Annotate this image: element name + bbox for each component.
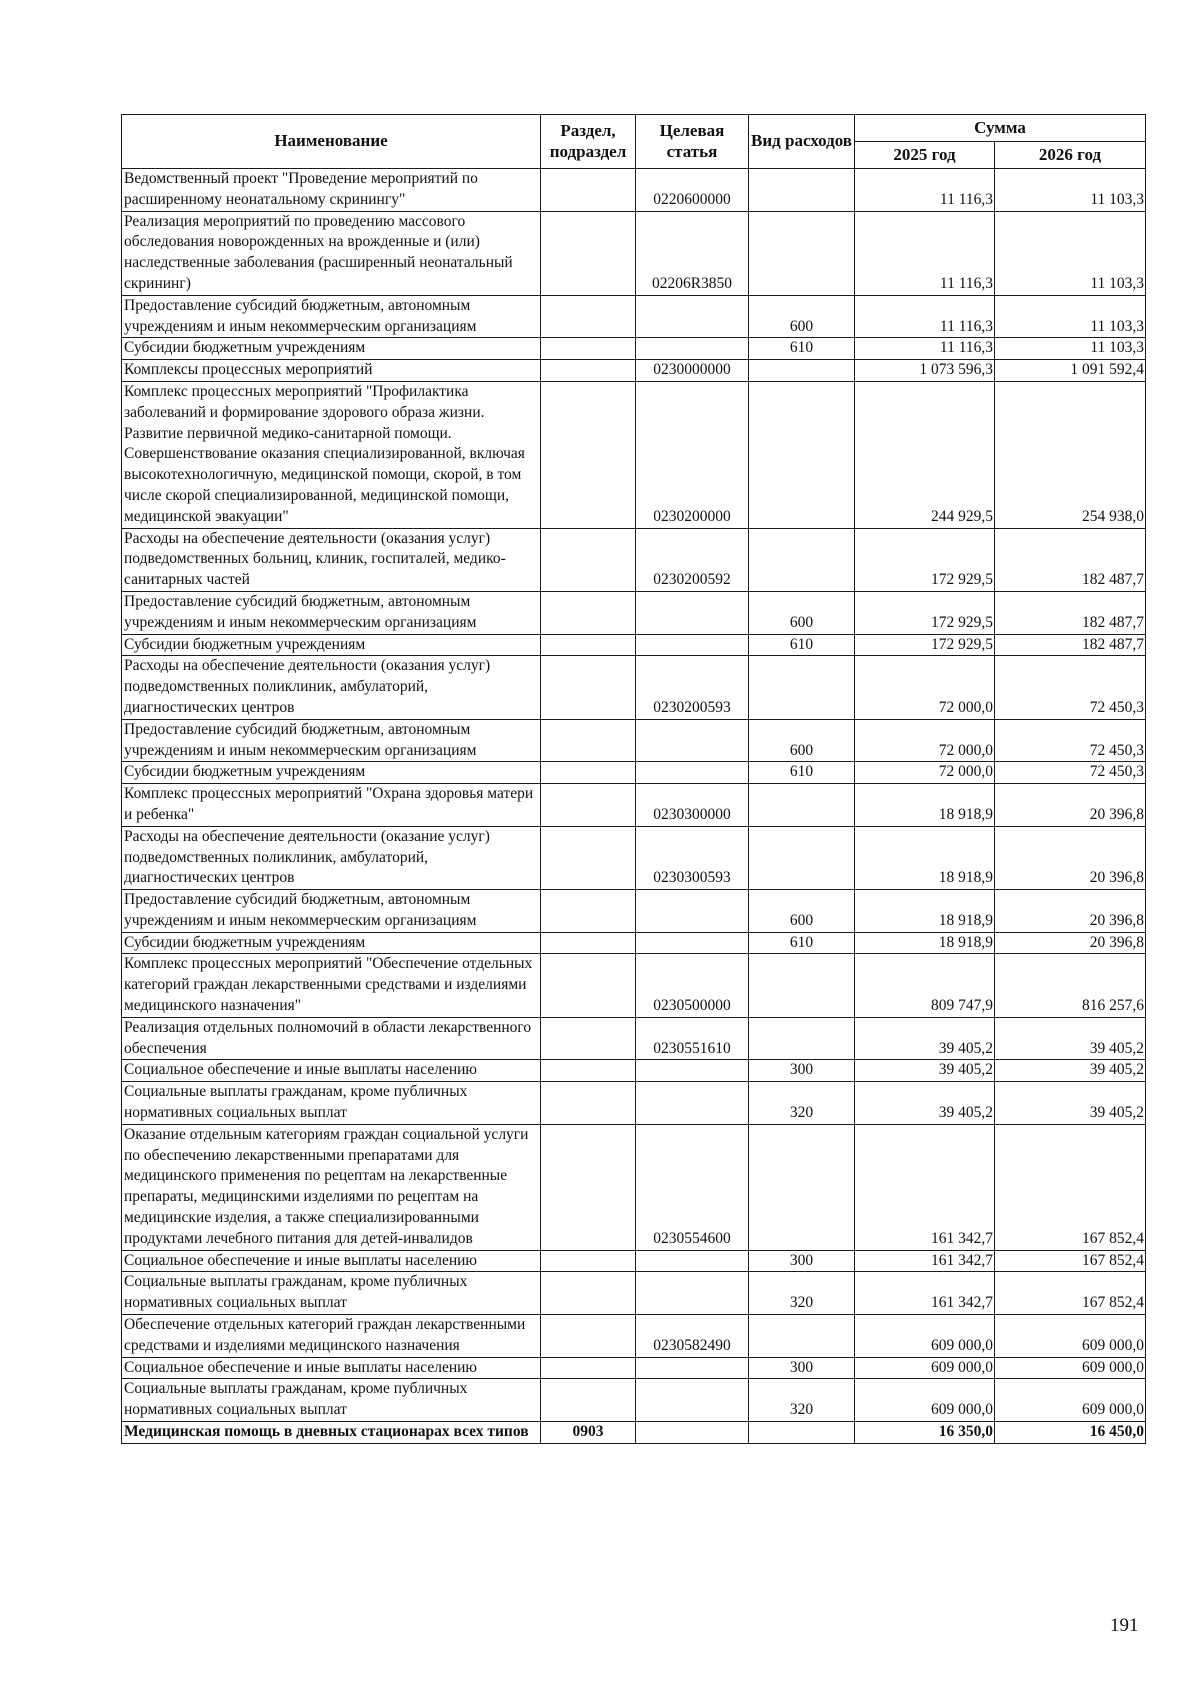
row-target [636, 932, 749, 954]
row-section [541, 338, 636, 360]
header-vid: Вид расходов [749, 115, 855, 169]
row-2025: 18 918,9 [855, 890, 995, 933]
row-name: Обеспечение отдельных категорий граждан лекарственными средствами и изделиями медицинского назначения [122, 1315, 541, 1358]
table-row [122, 1017, 1146, 1060]
row-2025: 609 000,0 [855, 1379, 995, 1422]
row-name: Субсидии бюджетным учреждениям [122, 932, 541, 954]
row-section [541, 1357, 636, 1379]
row-2025: 1 073 596,3 [855, 360, 995, 382]
row-section [541, 954, 636, 1017]
row-target [636, 1060, 749, 1082]
row-vid [749, 826, 855, 889]
row-target [636, 719, 749, 762]
row-2025: 11 116,3 [855, 295, 995, 338]
row-2026: 167 852,4 [995, 1250, 1146, 1272]
row-target: 0230200592 [636, 528, 749, 591]
row-vid [749, 1315, 855, 1358]
row-section [541, 1250, 636, 1272]
row-target [636, 634, 749, 656]
row-target [636, 1379, 749, 1422]
row-target: 02206R3850 [636, 211, 749, 295]
row-2025: 161 342,7 [855, 1272, 995, 1315]
row-name: Комплекс процессных мероприятий "Охрана здоровья матери и ребенка" [122, 784, 541, 827]
row-target [636, 762, 749, 784]
row-name: Оказание отдельным категориям граждан социальной услуги по обеспечению лекарственными препаратами для медицинского применения по рецептам на лекарственные препараты, медицинскими изделиями по рецептам на медицинские изделия, а также специализированными продуктами лечебного питания для детей-инвалидов [122, 1124, 541, 1250]
table-row [122, 932, 1146, 954]
table-row [122, 1379, 1146, 1422]
table-row [122, 656, 1146, 719]
row-section [541, 169, 636, 212]
row-name: Предоставление субсидий бюджетным, автономным учреждениям и иным некоммерческим организациям [122, 719, 541, 762]
row-section [541, 634, 636, 656]
row-section [541, 890, 636, 933]
row-target [636, 1422, 749, 1444]
header-sum: Сумма [855, 115, 1146, 142]
page-number: 191 [1110, 1615, 1139, 1636]
row-2025: 11 116,3 [855, 169, 995, 212]
row-2025: 161 342,7 [855, 1250, 995, 1272]
row-name: Комплекс процессных мероприятий "Профилактика заболеваний и формирование здорового образа жизни. Развитие первичной медико-санитарной помощи. Совершенствование оказания специализированной, включая высокотехнологичную, медицинской помощи, скорой, в том числе скорой специализированной, медицинской помощи, медицинской эвакуации" [122, 381, 541, 528]
row-section [541, 719, 636, 762]
row-name: Комплексы процессных мероприятий [122, 360, 541, 382]
row-vid [749, 1422, 855, 1444]
table-row [122, 169, 1146, 212]
row-2026: 167 852,4 [995, 1124, 1146, 1250]
row-name: Предоставление субсидий бюджетным, автономным учреждениям и иным некоммерческим организациям [122, 295, 541, 338]
row-vid: 320 [749, 1272, 855, 1315]
table-row [122, 295, 1146, 338]
row-2026: 254 938,0 [995, 381, 1146, 528]
row-section [541, 1379, 636, 1422]
row-2025: 161 342,7 [855, 1124, 995, 1250]
row-target: 0230300593 [636, 826, 749, 889]
row-target [636, 1357, 749, 1379]
header-2025: 2025 год [855, 142, 995, 169]
table-row [122, 826, 1146, 889]
row-vid: 300 [749, 1357, 855, 1379]
row-target [636, 1272, 749, 1315]
row-name: Ведомственный проект "Проведение мероприятий по расширенному неонатальному скринингу" [122, 169, 541, 212]
row-2025: 11 116,3 [855, 211, 995, 295]
row-vid: 600 [749, 890, 855, 933]
table-row [122, 1272, 1146, 1315]
row-target: 0230200000 [636, 381, 749, 528]
table-header-row [122, 115, 1146, 142]
row-2026: 20 396,8 [995, 932, 1146, 954]
table-row [122, 1124, 1146, 1250]
row-2026: 816 257,6 [995, 954, 1146, 1017]
row-2026: 20 396,8 [995, 826, 1146, 889]
row-2025: 11 116,3 [855, 338, 995, 360]
header-2026: 2026 год [995, 142, 1146, 169]
row-2026: 39 405,2 [995, 1082, 1146, 1125]
row-vid [749, 1124, 855, 1250]
row-vid: 610 [749, 762, 855, 784]
row-2026: 609 000,0 [995, 1315, 1146, 1358]
row-2026: 11 103,3 [995, 295, 1146, 338]
header-target: Целевая статья [636, 115, 749, 169]
row-target: 0220600000 [636, 169, 749, 212]
row-2026: 72 450,3 [995, 656, 1146, 719]
row-name: Медицинская помощь в дневных стационарах всех типов [122, 1422, 541, 1444]
row-vid: 320 [749, 1379, 855, 1422]
budget-table [121, 114, 1146, 1444]
row-section [541, 1272, 636, 1315]
row-vid: 320 [749, 1082, 855, 1125]
row-2026: 16 450,0 [995, 1422, 1146, 1444]
row-name: Социальное обеспечение и иные выплаты населению [122, 1357, 541, 1379]
row-vid [749, 954, 855, 1017]
row-target [636, 1250, 749, 1272]
table-row [122, 890, 1146, 933]
row-2026: 11 103,3 [995, 211, 1146, 295]
row-2026: 167 852,4 [995, 1272, 1146, 1315]
row-2026: 11 103,3 [995, 338, 1146, 360]
table-row [122, 762, 1146, 784]
row-vid [749, 211, 855, 295]
row-section [541, 1082, 636, 1125]
row-2025: 809 747,9 [855, 954, 995, 1017]
row-2026: 39 405,2 [995, 1017, 1146, 1060]
row-name: Субсидии бюджетным учреждениям [122, 338, 541, 360]
row-vid: 610 [749, 634, 855, 656]
row-vid: 600 [749, 591, 855, 634]
table-row [122, 360, 1146, 382]
row-vid [749, 381, 855, 528]
row-2025: 39 405,2 [855, 1017, 995, 1060]
row-2026: 20 396,8 [995, 784, 1146, 827]
row-2025: 244 929,5 [855, 381, 995, 528]
row-2026: 20 396,8 [995, 890, 1146, 933]
row-2025: 72 000,0 [855, 656, 995, 719]
row-2026: 11 103,3 [995, 169, 1146, 212]
table-row [122, 381, 1146, 528]
row-section [541, 1315, 636, 1358]
row-name: Предоставление субсидий бюджетным, автономным учреждениям и иным некоммерческим организациям [122, 591, 541, 634]
row-2026: 182 487,7 [995, 528, 1146, 591]
row-section [541, 1060, 636, 1082]
row-section [541, 784, 636, 827]
row-2025: 72 000,0 [855, 719, 995, 762]
row-vid: 610 [749, 932, 855, 954]
row-2025: 18 918,9 [855, 932, 995, 954]
row-2026: 72 450,3 [995, 762, 1146, 784]
table-row [122, 1060, 1146, 1082]
row-target [636, 591, 749, 634]
table-body [122, 169, 1146, 1444]
row-target: 0230000000 [636, 360, 749, 382]
table-row [122, 591, 1146, 634]
row-target [636, 295, 749, 338]
row-2026: 72 450,3 [995, 719, 1146, 762]
row-vid [749, 169, 855, 212]
row-name: Расходы на обеспечение деятельности (оказания услуг) подведомственных поликлиник, амбулаторий, диагностических центров [122, 656, 541, 719]
table-row [122, 211, 1146, 295]
row-section [541, 762, 636, 784]
row-name: Предоставление субсидий бюджетным, автономным учреждениям и иным некоммерческим организациям [122, 890, 541, 933]
row-2025: 609 000,0 [855, 1357, 995, 1379]
row-target: 0230554600 [636, 1124, 749, 1250]
row-name: Субсидии бюджетным учреждениям [122, 762, 541, 784]
row-section [541, 826, 636, 889]
row-section [541, 1124, 636, 1250]
row-2025: 18 918,9 [855, 784, 995, 827]
row-2025: 172 929,5 [855, 591, 995, 634]
row-2025: 39 405,2 [855, 1060, 995, 1082]
row-2026: 609 000,0 [995, 1357, 1146, 1379]
row-vid: 300 [749, 1250, 855, 1272]
row-2025: 72 000,0 [855, 762, 995, 784]
row-section [541, 360, 636, 382]
row-section [541, 932, 636, 954]
row-2026: 1 091 592,4 [995, 360, 1146, 382]
table-row [122, 1357, 1146, 1379]
row-vid [749, 360, 855, 382]
row-name: Социальные выплаты гражданам, кроме публичных нормативных социальных выплат [122, 1082, 541, 1125]
row-name: Социальное обеспечение и иные выплаты населению [122, 1060, 541, 1082]
row-2026: 182 487,7 [995, 634, 1146, 656]
row-2025: 172 929,5 [855, 528, 995, 591]
table-row [122, 719, 1146, 762]
row-name: Расходы на обеспечение деятельности (оказание услуг) подведомственных поликлиник, амбулаторий, диагностических центров [122, 826, 541, 889]
table-row [122, 1082, 1146, 1125]
row-vid [749, 528, 855, 591]
row-vid: 600 [749, 719, 855, 762]
row-name: Социальные выплаты гражданам, кроме публичных нормативных социальных выплат [122, 1379, 541, 1422]
row-target [636, 1082, 749, 1125]
row-section [541, 211, 636, 295]
row-name: Социальные выплаты гражданам, кроме публичных нормативных социальных выплат [122, 1272, 541, 1315]
row-section [541, 295, 636, 338]
row-name: Субсидии бюджетным учреждениям [122, 634, 541, 656]
table-row [122, 338, 1146, 360]
row-section [541, 528, 636, 591]
row-section [541, 1017, 636, 1060]
row-target: 0230582490 [636, 1315, 749, 1358]
row-section [541, 591, 636, 634]
row-name: Комплекс процессных мероприятий "Обеспечение отдельных категорий граждан лекарственными средствами и изделиями медицинского назначения" [122, 954, 541, 1017]
row-name: Расходы на обеспечение деятельности (оказания услуг) подведомственных больниц, клиник, госпиталей, медико-санитарных частей [122, 528, 541, 591]
row-name: Реализация мероприятий по проведению массового обследования новорожденных на врожденные и (или) наследственные заболевания (расширенный неонатальный скрининг) [122, 211, 541, 295]
row-2025: 39 405,2 [855, 1082, 995, 1125]
row-section [541, 381, 636, 528]
row-section: 0903 [541, 1422, 636, 1444]
row-target: 0230500000 [636, 954, 749, 1017]
row-section [541, 656, 636, 719]
row-2025: 172 929,5 [855, 634, 995, 656]
row-2026: 39 405,2 [995, 1060, 1146, 1082]
table-row [122, 784, 1146, 827]
row-vid: 600 [749, 295, 855, 338]
row-vid: 300 [749, 1060, 855, 1082]
header-section: Раздел, подраздел [541, 115, 636, 169]
row-vid [749, 1017, 855, 1060]
row-name: Реализация отдельных полномочий в области лекарственного обеспечения [122, 1017, 541, 1060]
row-2026: 609 000,0 [995, 1379, 1146, 1422]
row-target [636, 890, 749, 933]
budget-table-page [121, 114, 1145, 1444]
table-row [122, 1250, 1146, 1272]
row-target: 0230300000 [636, 784, 749, 827]
row-name: Социальное обеспечение и иные выплаты населению [122, 1250, 541, 1272]
row-2025: 16 350,0 [855, 1422, 995, 1444]
table-row [122, 1422, 1146, 1444]
table-row [122, 528, 1146, 591]
row-target [636, 338, 749, 360]
row-target: 0230551610 [636, 1017, 749, 1060]
header-name: Наименование [122, 115, 541, 169]
row-vid: 610 [749, 338, 855, 360]
row-vid [749, 656, 855, 719]
row-2026: 182 487,7 [995, 591, 1146, 634]
row-2025: 609 000,0 [855, 1315, 995, 1358]
row-target: 0230200593 [636, 656, 749, 719]
table-row [122, 634, 1146, 656]
row-vid [749, 784, 855, 827]
table-row [122, 1315, 1146, 1358]
table-row [122, 954, 1146, 1017]
row-2025: 18 918,9 [855, 826, 995, 889]
